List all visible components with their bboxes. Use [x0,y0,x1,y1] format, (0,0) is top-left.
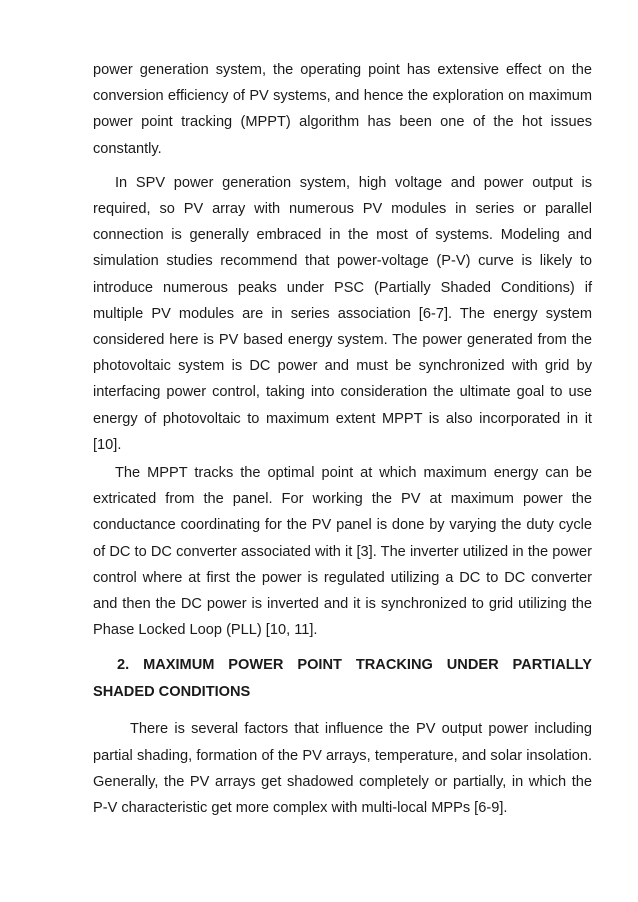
paragraph-mppt-tracking: The MPPT tracks the optimal point at which maximum energy can be extricated from the panel. For working the PV at maximum power the conductance coordinating for the PV panel is done by varying the duty cycle of DC to DC converter associated with it [3]. The inverter utilized in the power control where at first the power is regulated utilizing a DC to DC converter and then the DC power is inverted and it is synchronized to grid utilizing the Phase Locked Loop (PLL) [10, 11]. [93,465,592,639]
paragraph-spv-system: In SPV power generation system, high voltage and power output is required, so PV array with numerous PV modules in series or parallel connection is generally embraced in the most of systems. Modeling and simulation studies recommend that power-voltage (P-V) curve is likely to introduce numerous peaks under PSC (Partially Shaded Conditions) if multiple PV modules are in series association [6-7]. The energy system considered here is PV based energy system. The power generated from the photovoltaic system is DC power and must be synchronized with grid by interfacing power control, taking into consideration the ultimate goal to use energy of photovoltaic to maximum extent MPPT is also incorporated in it [10]. [93,174,592,453]
paragraph-mppt-intro: power generation system, the operating point has extensive effect on the conversion efficiency of PV systems, and hence the exploration on maximum power point tracking (MPPT) algorithm has been one of the hot issues constantly. [93,62,592,157]
section-heading: 2. MAXIMUM POWER POINT TRACKING UNDER PARTIALLY SHADED CONDITIONS [93,657,592,701]
paragraph-partial-shading: There is several factors that influence the PV output power including partial shading, formation of the PV arrays, temperature, and solar insolation. Generally, the PV arrays get shadowed completely or partially, in which the P-V characteristic get more complex with multi-local MPPs [6-9]. [93,721,592,817]
document-page [93,57,592,821]
